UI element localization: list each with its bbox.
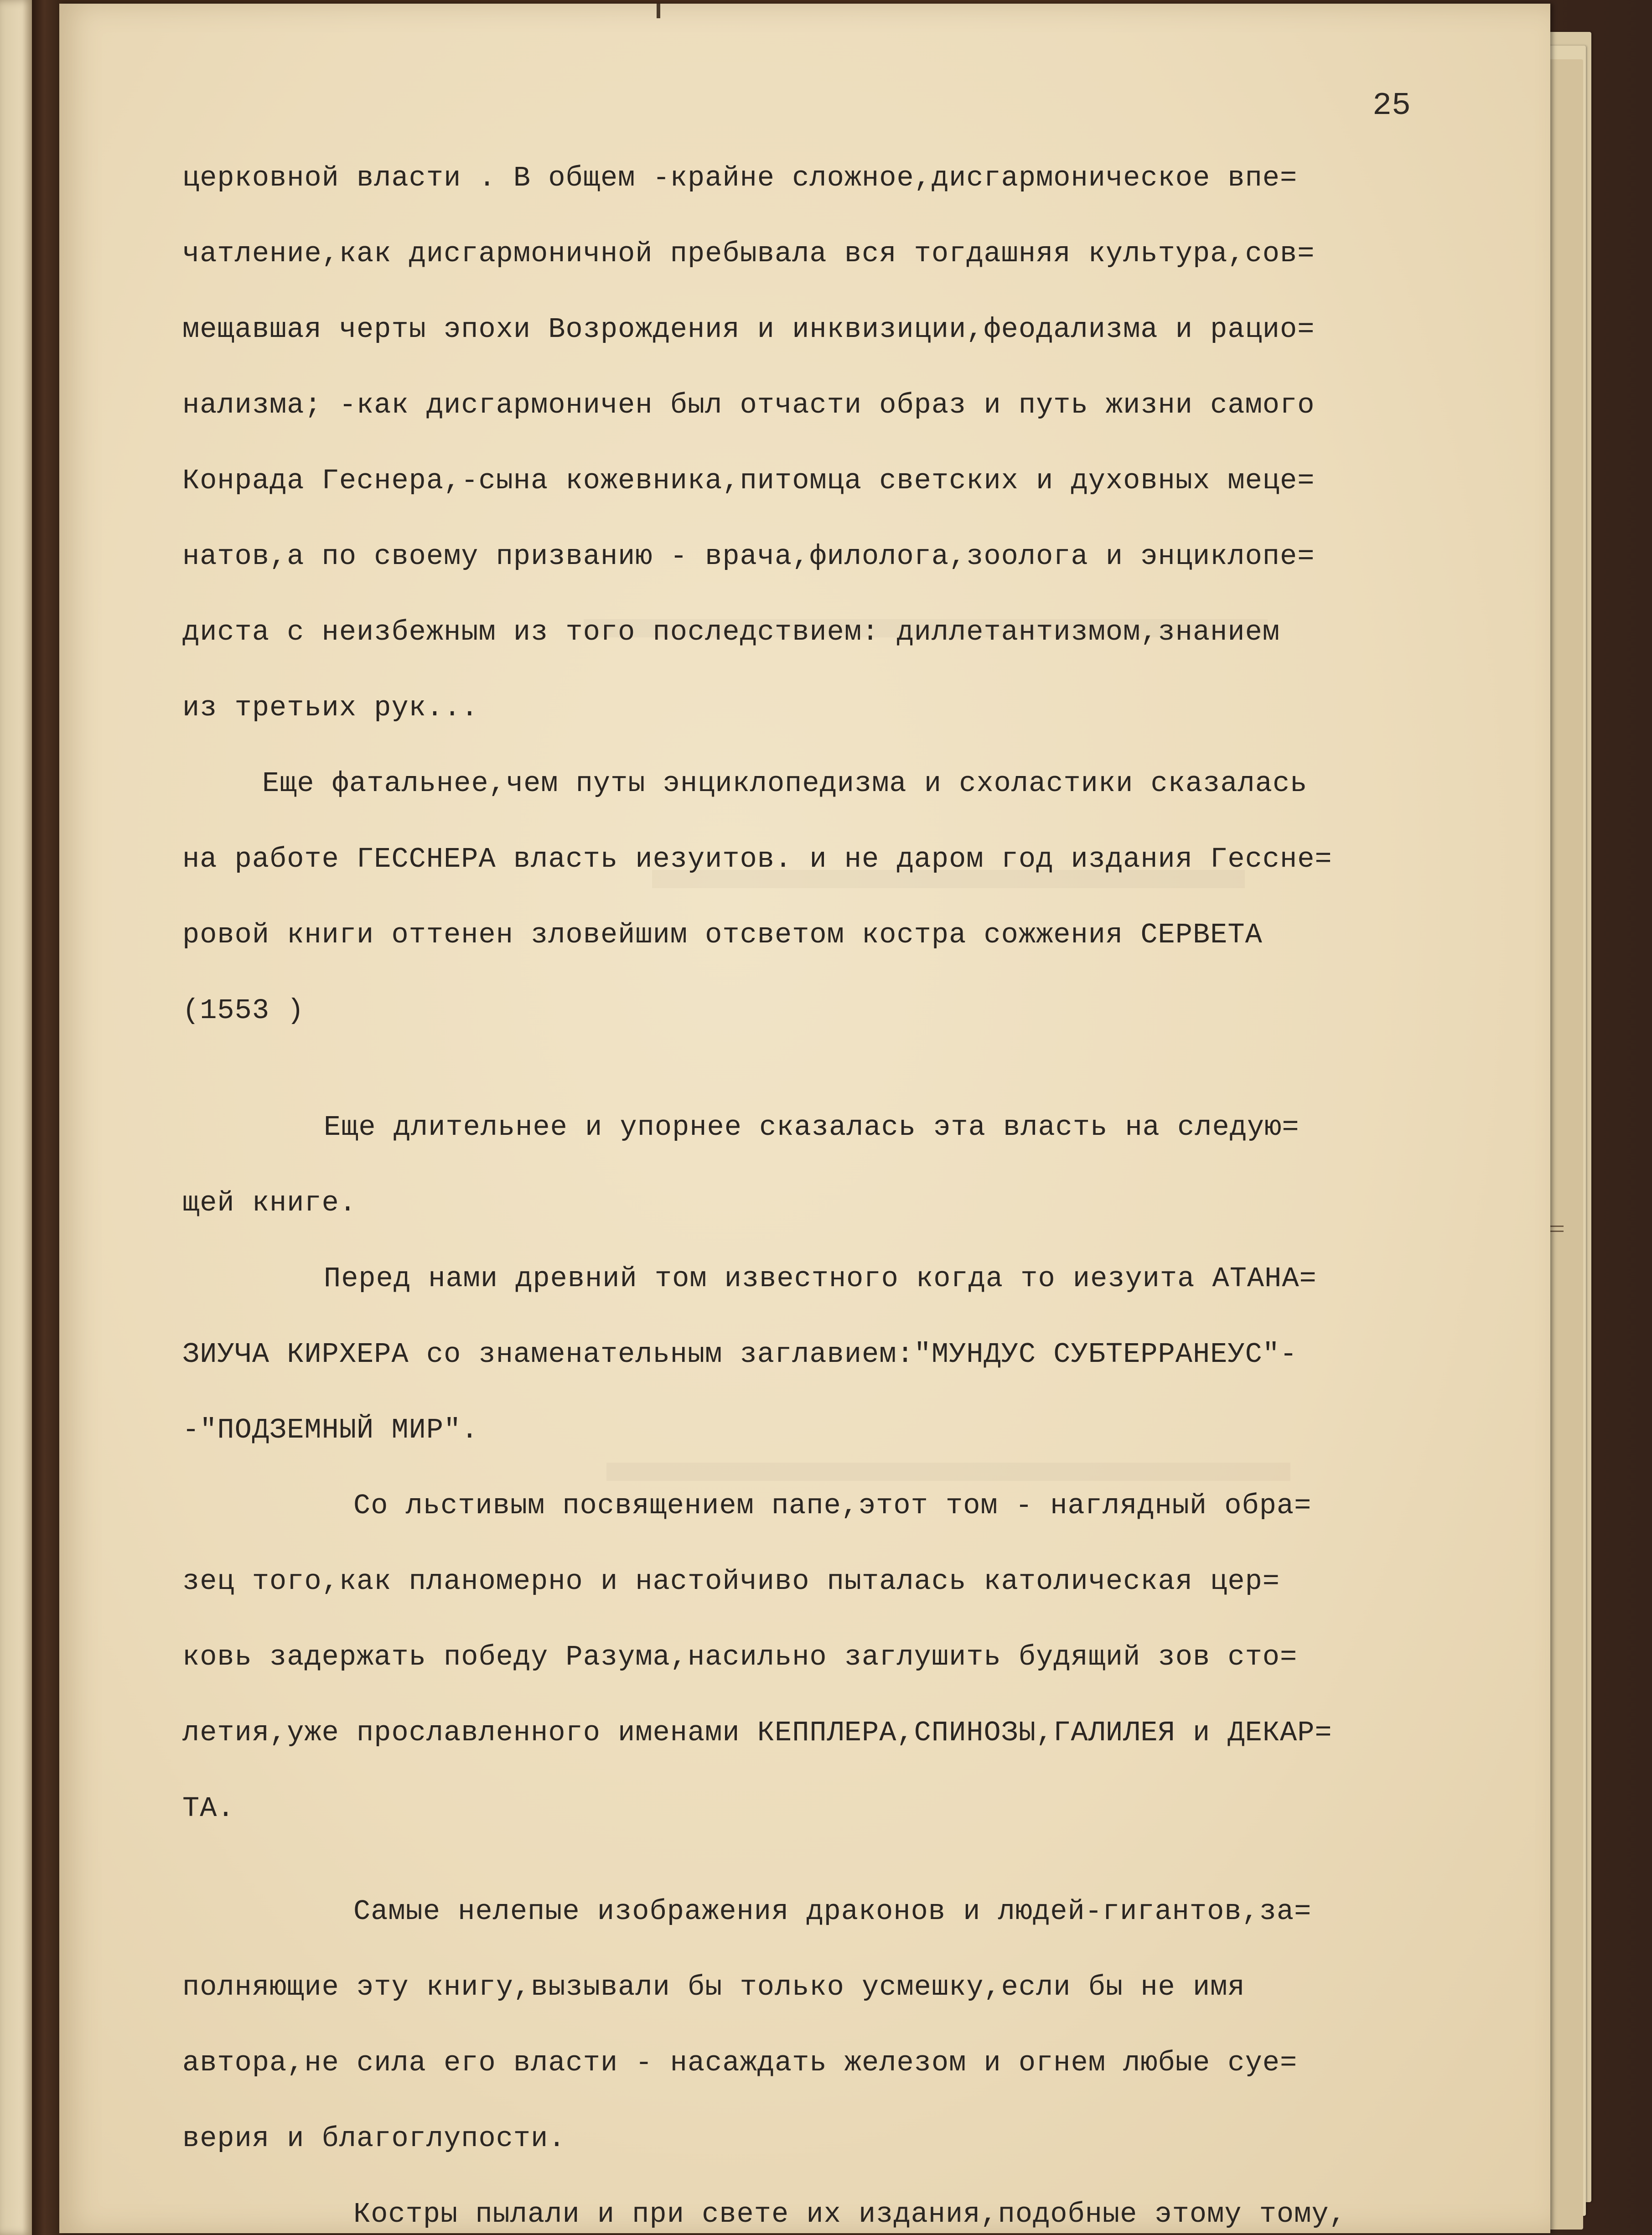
text-line: летия,уже прославленного именами КЕППЛЕРА,СПИНОЗЫ,ГАЛИЛЕЯ и ДЕКАР= — [182, 1717, 1332, 1749]
text-line: -"ПОДЗЕМНЫЙ МИР". — [182, 1414, 479, 1446]
text-line: ЗИУЧА КИРХЕРА со знаменательным заглавием:"МУНДУС СУБТЕРРАНЕУС"- — [182, 1338, 1298, 1371]
text-line: Костры пылали и при свете их издания,подобные этому тому, — [353, 2198, 1346, 2230]
text-line: ковь задержать победу Разума,насильно заглушить будящий зов сто= — [182, 1641, 1298, 1673]
text-line: диста с неизбежным из того последствием: диллетантизмом,знанием — [182, 616, 1280, 648]
text-line: Еще длительнее и упорнее сказалась эта власть на следую= — [324, 1111, 1300, 1143]
text-line: на работе ГЕССНЕРА власть иезуитов. и не даром год издания Гессне= — [182, 843, 1332, 875]
text-line: щей книге. — [182, 1187, 357, 1219]
text-line: из третьих рук... — [182, 692, 479, 724]
text-line: Конрада Геснера,-сына кожевника,питомца светских и духовных меце= — [182, 465, 1315, 497]
text-line: верия и благоглупости. — [182, 2122, 566, 2155]
text-line: зец того,как планомерно и настойчиво пыталась католическая цер= — [182, 1565, 1280, 1598]
text-line: (1553 ) — [182, 994, 305, 1027]
text-line: церковной власти . В общем -крайне сложное,дисгармоническое впе= — [182, 162, 1298, 194]
text-line: мещавшая черты эпохи Возрождения и инквизиции,феодализма и рацио= — [182, 313, 1315, 346]
text-line: ТА. — [182, 1792, 235, 1825]
text-line: Перед нами древний том известного когда то иезуита АТАНА= — [324, 1262, 1317, 1295]
facing-page-edge — [0, 0, 32, 2235]
text-line: полняющие эту книгу,вызывали бы только усмешку,если бы не имя — [182, 1971, 1245, 2003]
text-line: ровой книги оттенен зловейшим отсветом костра сожжения СЕРВЕТА — [182, 919, 1263, 951]
text-line: Со льстивым посвящением папе,этот том - наглядный обра= — [353, 1490, 1312, 1522]
typewritten-page — [59, 4, 1550, 2233]
text-line: натов,а по своему призванию - врача,филолога,зоолога и энциклопе= — [182, 540, 1315, 573]
book-gutter — [32, 0, 59, 2235]
paragraph-gap — [182, 1049, 1523, 1090]
text-line: Самые нелепые изображения драконов и людей-гигантов,за= — [353, 1895, 1312, 1928]
text-line: автора,не сила его власти - насаждать железом и огнем любые суе= — [182, 2047, 1298, 2079]
page-fold-mark — [657, 4, 660, 18]
text-line: Еще фатальнее,чем путы энциклопедизма и схоластики сказалась — [262, 767, 1308, 800]
text-line: нализма; -как дисгармоничен был отчасти образ и путь жизни самого — [182, 389, 1315, 421]
page-number: 25 — [1372, 88, 1411, 124]
body-text — [182, 140, 1523, 2235]
text-line: чатление,как дисгармоничной пребывала вся тогдашняя культура,сов= — [182, 238, 1315, 270]
paragraph-gap — [182, 1847, 1523, 1874]
